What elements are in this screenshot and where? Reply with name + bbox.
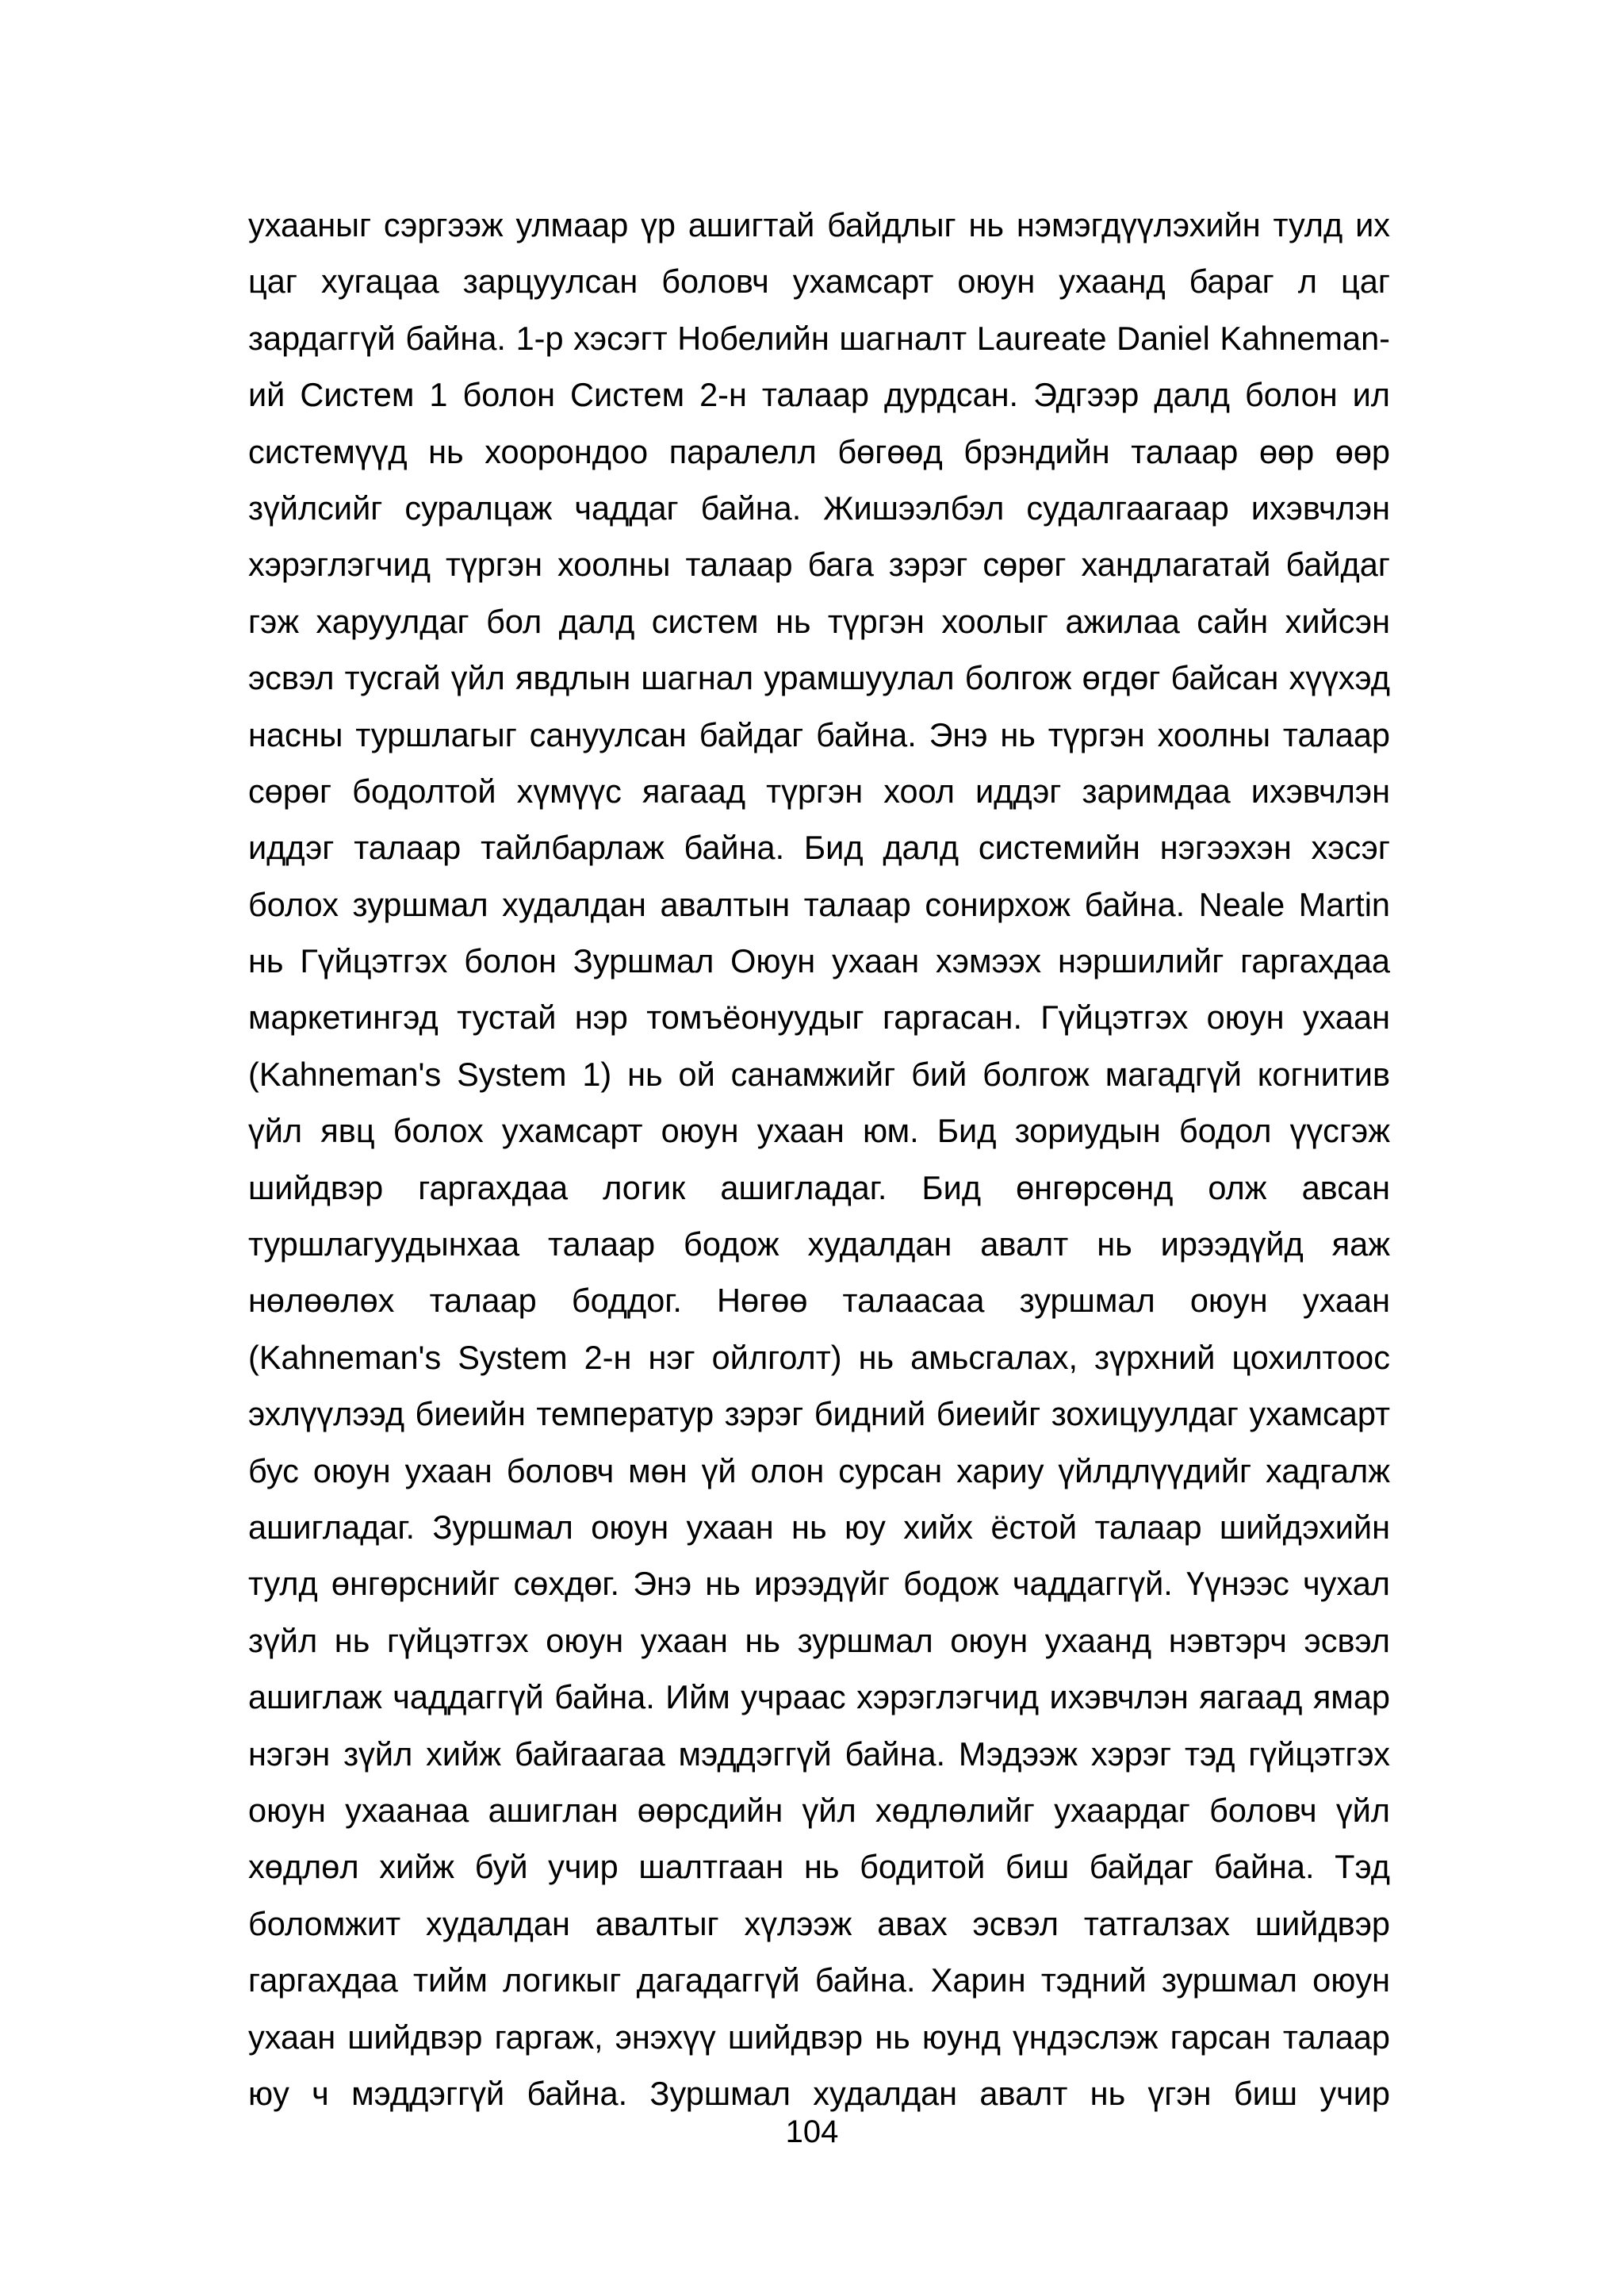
text-line: (Kahneman's System 1) нь ой санамжийг бий болгож магадгүй когнитив bbox=[248, 1055, 1390, 1093]
text-line: зүйл нь гүйцэтгэх оюун ухаан нь зуршмал оюун ухаанд нэвтэрч эсвэл bbox=[248, 1621, 1390, 1659]
text-line: (Kahneman's System 2-н нэг ойлголт) нь амьсгалах, зүрхний цохилтоос bbox=[248, 1338, 1390, 1376]
text-line: үйл явц болох ухамсарт оюун ухаан юм. Бид зориудын бодол үүсгэж bbox=[248, 1112, 1390, 1150]
text-line: цаг хугацаа зарцуулсан боловч ухамсарт оюун ухаанд бараг л цаг bbox=[248, 263, 1390, 301]
text-line: сөрөг бодолтой хүмүүс яагаад түргэн хоол иддэг заримдаа ихэвчлэн bbox=[248, 772, 1390, 810]
text-line: ий Систем 1 болон Систем 2-н талаар дурдсан. Эдгээр далд болон ил bbox=[248, 376, 1390, 414]
text-line: ашиглаж чаддаггүй байна. Ийм учраас хэрэглэгчид ихэвчлэн яагаад ямар bbox=[248, 1678, 1390, 1716]
text-line: эхлүүлээд биеийн температур зэрэг бидний биеийг зохицуулдаг ухамсарт bbox=[248, 1395, 1390, 1433]
text-line: ухааныг сэргээж улмаар үр ашигтай байдлыг нь нэмэгдүүлэхийн тулд их bbox=[248, 206, 1390, 243]
text-line: туршлагуудынхаа талаар бодож худалдан авалт нь ирээдүйд яаж bbox=[248, 1225, 1390, 1263]
text-line: ашигладаг. Зуршмал оюун ухаан нь юу хийх ёстой талаар шийдэхийн bbox=[248, 1508, 1390, 1546]
text-line: нь Гүйцэтгэх болон Зуршмал Оюун ухаан хэмээх нэршилийг гаргахдаа bbox=[248, 942, 1390, 980]
text-line: шийдвэр гаргахдаа логик ашигладаг. Бид өнгөрсөнд олж авсан bbox=[248, 1168, 1390, 1206]
text-line: маркетингэд тустай нэр томъёонуудыг гаргасан. Гүйцэтгэх оюун ухаан bbox=[248, 999, 1390, 1037]
body-text bbox=[248, 197, 1390, 2122]
text-line: боломжит худалдан авалтыг хүлээж авах эсвэл татгалзах шийдвэр bbox=[248, 1904, 1390, 1942]
text-line: бус оюун ухаан боловч мөн үй олон сурсан хариу үйлдлүүдийг хадгалж bbox=[248, 1451, 1390, 1489]
text-line: оюун ухаанаа ашиглан өөрсдийн үйл хөдлөлийг ухаардаг боловч үйл bbox=[248, 1791, 1390, 1829]
page-number: 104 bbox=[785, 2114, 839, 2149]
text-line: хэрэглэгчид түргэн хоолны талаар бага зэрэг сөрөг хандлагатай байдаг bbox=[248, 546, 1390, 584]
text-line: эсвэл тусгай үйл явдлын шагнал урамшуулал болгож өгдөг байсан хүүхэд bbox=[248, 659, 1390, 697]
text-line: насны туршлагыг сануулсан байдаг байна. Энэ нь түргэн хоолны талаар bbox=[248, 715, 1390, 753]
text-line: нөлөөлөх талаар боддог. Нөгөө талаасаа зуршмал оюун ухаан bbox=[248, 1282, 1390, 1320]
text-line: гаргахдаа тийм логикыг дагадаггүй байна. Харин тэдний зуршмал оюун bbox=[248, 1961, 1390, 1999]
text-line: нэгэн зүйл хийж байгаагаа мэддэггүй байна. Мэдээж хэрэг тэд гүйцэтгэх bbox=[248, 1734, 1390, 1773]
text-line: болох зуршмал худалдан авалтын талаар сонирхож байна. Neale Martin bbox=[248, 885, 1390, 923]
text-line: ухаан шийдвэр гаргаж, энэхүү шийдвэр нь юунд үндэслэж гарсан талаар bbox=[248, 2018, 1390, 2056]
text-line: зардаггүй байна. 1-р хэсэгт Нобелийн шагналт Laureate Daniel Kahneman- bbox=[248, 319, 1390, 357]
text-line: тулд өнгөрснийг сөхдөг. Энэ нь ирээдүйг бодож чаддаггүй. Үүнээс чухал bbox=[248, 1565, 1390, 1603]
text-line: иддэг талаар тайлбарлаж байна. Бид далд системийн нэгээхэн хэсэг bbox=[248, 829, 1390, 867]
text-line: системүүд нь хоорондоо паралелл бөгөөд брэндийн талаар өөр өөр bbox=[248, 432, 1390, 470]
text-line: гэж харуулдаг бол далд систем нь түргэн хоолыг ажилаа сайн хийсэн bbox=[248, 602, 1390, 640]
text-line: юу ч мэддэггүй байна. Зуршмал худалдан авалт нь үгэн биш учир bbox=[248, 2074, 1390, 2112]
text-line: хөдлөл хийж буй учир шалтгаан нь бодитой биш байдаг байна. Тэд bbox=[248, 1848, 1390, 1886]
text-line: зүйлсийг суралцаж чаддаг байна. Жишээлбэл судалгаагаар ихэвчлэн bbox=[248, 489, 1390, 527]
